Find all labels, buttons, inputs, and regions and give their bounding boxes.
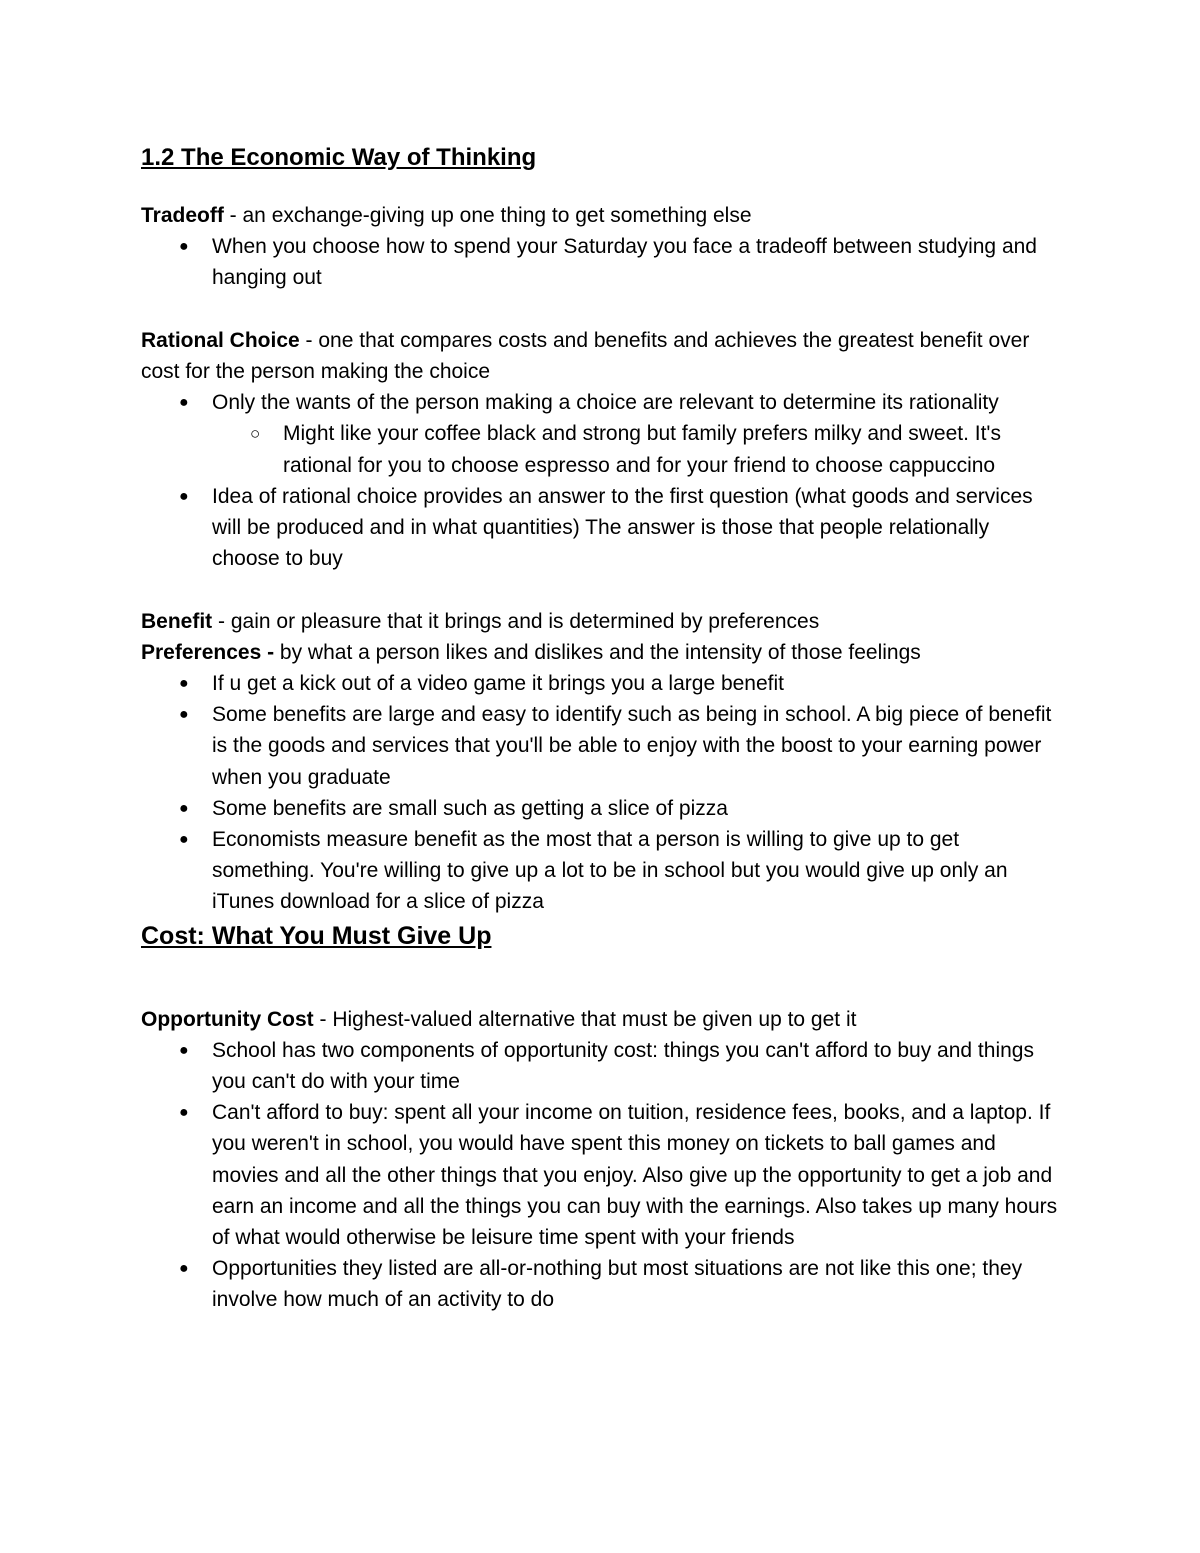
section-heading-cost: Cost: What You Must Give Up [141, 921, 492, 950]
sub-list-item-text: Might like your coffee black and strong but family prefers milky and sweet. It's rational for you to choose espresso and for your friend to choose cappuccino [283, 422, 1001, 477]
list-item-text: Economists measure benefit as the most that a person is willing to give up to get something. You're willing to give up a lot to be in school but you would give up only an iTunes download for a slice of pizza [212, 828, 1008, 914]
list-item [141, 387, 1061, 481]
list-item [141, 824, 1061, 918]
benefit-term: Benefit [141, 609, 213, 633]
opportunity-cost-definition [141, 1004, 1061, 1035]
list-item [141, 793, 1061, 824]
list-item-text: If u get a kick out of a video game it brings you a large benefit [212, 672, 785, 696]
rational-choice-definition [141, 325, 1061, 387]
list-item [141, 1097, 1061, 1253]
preferences-bullets [141, 668, 1061, 918]
opportunity-cost-term: Opportunity Cost [141, 1007, 314, 1031]
bullet-icon: ● [179, 1260, 189, 1278]
tradeoff-bullets [141, 231, 1061, 293]
rational-choice-text: - one that compares costs and benefits and achieves the greatest benefit over cost for the person making the choice [141, 328, 1030, 383]
tradeoff-term: Tradeoff [141, 204, 224, 227]
list-item-text: Opportunities they listed are all-or-nothing but most situations are not like this one; they involve how much of an activity to do [212, 1257, 1023, 1312]
list-item-text: Some benefits are large and easy to identify such as being in school. A big piece of benefit is the goods and services that you'll be able to enjoy with the boost to your earning power when you graduate [212, 703, 1052, 789]
list-item-text: Can't afford to buy: spent all your income on tuition, residence fees, books, and a laptop. If you weren't in school, you would have spent this money on tickets to ball games and movies and all the other things that you enjoy. Also give up the opportunity to get a job and earn an income and all the things you can buy with the earnings. Also takes up many hours of what would otherwise be leisure time spent with your friends [212, 1101, 1058, 1250]
hollow-bullet-icon: ○ [250, 424, 261, 444]
list-item [141, 481, 1061, 575]
sub-list-item [212, 418, 1061, 480]
tradeoff-definition [141, 200, 1061, 231]
document-page [141, 141, 1061, 1316]
page-title: 1.2 The Economic Way of Thinking [141, 144, 537, 171]
preferences-definition [141, 637, 1061, 668]
spacer [141, 574, 1061, 605]
spacer [141, 294, 1061, 325]
list-item [141, 668, 1061, 699]
list-item [141, 699, 1061, 793]
bullet-icon: ● [179, 799, 189, 817]
bullet-icon: ● [179, 1104, 189, 1122]
rational-choice-term: Rational Choice [141, 328, 300, 352]
list-item-text: School has two components of opportunity cost: things you can't afford to buy and things you can't do with your time [212, 1038, 1034, 1094]
bullet-icon: ● [179, 675, 189, 693]
list-item-text: When you choose how to spend your Saturday you face a tradeoff between studying and hanging out [212, 235, 1037, 290]
list-item-text: Some benefits are small such as getting a slice of pizza [212, 796, 728, 820]
bullet-icon: ● [179, 1041, 189, 1059]
tradeoff-text: - an exchange-giving up one thing to get something else [223, 204, 752, 227]
benefit-definition [141, 606, 1061, 637]
list-item-text: Only the wants of the person making a choice are relevant to determine its rationality [212, 391, 999, 415]
bullet-icon: ● [179, 706, 189, 724]
list-item-text: Idea of rational choice provides an answer to the first question (what goods and services will be produced and in what quantities) The answer is those that people relationally choose to buy [212, 484, 1033, 571]
rational-choice-sub-bullets [212, 418, 1061, 480]
list-item [141, 1035, 1061, 1097]
preferences-term: Preferences - [141, 640, 275, 664]
list-item [141, 231, 1061, 293]
preferences-text: by what a person likes and dislikes and the intensity of those feelings [274, 640, 921, 664]
bullet-icon: ● [179, 831, 189, 849]
bullet-icon: ● [179, 487, 189, 505]
opportunity-cost-text: - Highest-valued alternative that must be given up to get it [313, 1007, 857, 1031]
opportunity-cost-bullets [141, 1035, 1061, 1316]
rational-choice-bullets [141, 387, 1061, 574]
list-item [141, 1253, 1061, 1315]
bullet-icon: ● [179, 238, 189, 256]
benefit-text: - gain or pleasure that it brings and is determined by preferences [212, 609, 820, 633]
bullet-icon: ● [179, 394, 189, 412]
